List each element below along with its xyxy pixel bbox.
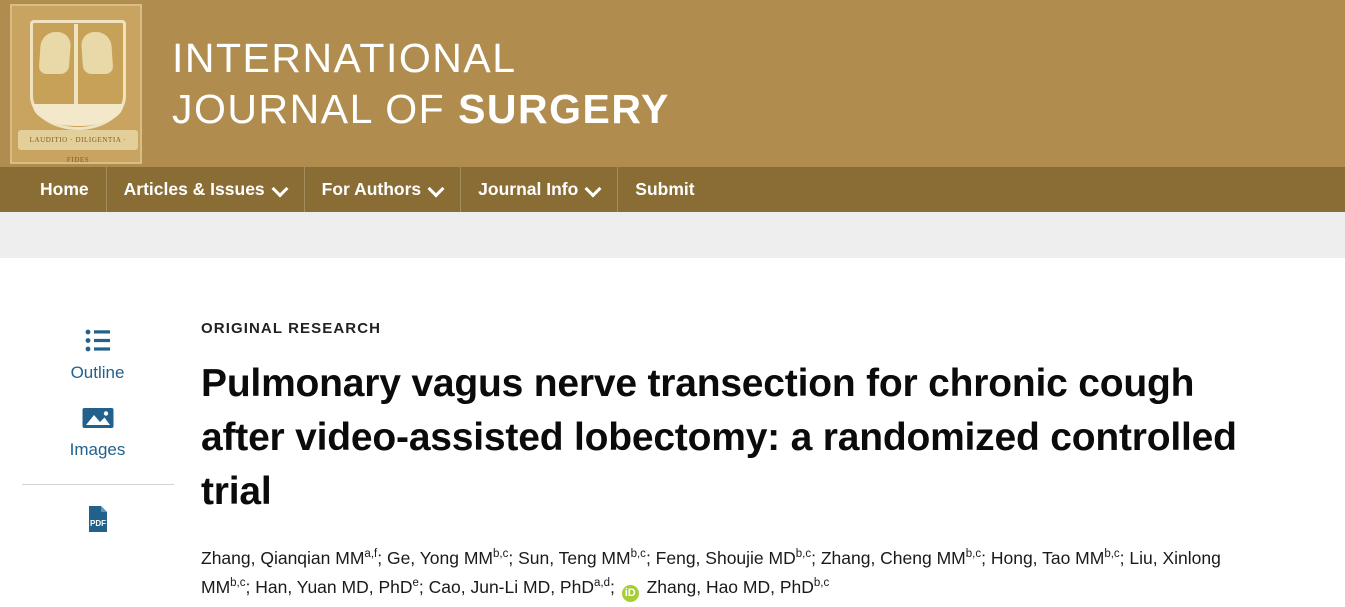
rail-item-pdf[interactable] [22,505,174,562]
journal-wordmark[interactable] [172,34,670,132]
rail-item-outline-label: Outline [70,363,125,382]
author-name[interactable]: Han, Yuan MD, PhD [255,576,413,597]
author-separator: ; [609,576,620,597]
rail-item-images[interactable] [22,405,174,482]
author-affiliation-marker[interactable]: b,c [493,548,509,561]
author-affiliation-marker[interactable]: b,c [1104,548,1120,561]
nav-item-submit[interactable] [618,167,711,212]
crest-lion-left-icon [39,32,72,74]
nav-item-for-authors[interactable] [305,167,461,212]
svg-text:PDF: PDF [89,519,106,528]
secondary-bar [0,212,1345,258]
journal-crest-logo[interactable] [10,4,142,164]
nav-item-submit-label: Submit [635,179,695,199]
nav-item-home[interactable] [22,167,107,212]
nav-item-journal-info[interactable] [461,167,618,212]
author-name[interactable]: Cao, Jun-Li MD, PhD [428,576,594,597]
author-affiliation-marker[interactable]: a,f [364,548,378,561]
wordmark-line-1: INTERNATIONAL [172,34,517,81]
author-name[interactable]: Liu, Xinlong MM [201,548,1221,597]
author-name[interactable]: Zhang, Qianqian MM [201,548,365,569]
author-affiliation-marker[interactable]: b,c [965,548,982,561]
chevron-down-icon [274,181,287,194]
author-affiliation-marker[interactable]: b,c [630,548,646,561]
author-separator: ; [377,548,387,569]
nav-item-home-label: Home [40,179,89,199]
article-header [195,320,1345,602]
page-title: Pulmonary vagus nerve transection for chronic cough after video-assisted lobectomy: a randomized controlled trial [201,362,1237,513]
crest-divider [74,24,78,110]
author-affiliation-marker[interactable]: e [412,576,419,589]
crest-motto: LAUDITIO · DILIGENTIA · FIDES [18,130,138,150]
author-separator: ; [245,576,256,597]
pdf-icon [22,505,174,533]
author-name[interactable]: Feng, Shoujie MD [655,548,796,569]
author-separator: ; [418,576,429,597]
author-name[interactable]: Zhang, Cheng MM [820,548,966,569]
author-separator: ; [811,548,821,569]
author-affiliation-marker[interactable]: b,c [813,576,830,589]
author-name[interactable]: Sun, Teng MM [518,548,631,569]
chevron-down-icon [430,181,443,194]
nav-item-articles-issues-label: Articles & Issues [123,179,265,199]
site-masthead [0,0,1345,167]
main-navigation [0,167,1345,212]
wordmark-line-2-regular: JOURNAL OF [172,85,459,132]
page-content [0,258,1345,602]
author-separator: ; [981,548,991,569]
crest-lion-right-icon [81,32,114,74]
author-affiliation-marker[interactable]: b,c [795,548,812,561]
author-name[interactable]: Hong, Tao MM [990,548,1105,569]
nav-item-for-authors-label: For Authors [321,179,422,199]
orcid-icon[interactable]: iD [622,585,639,602]
author-separator: ; [1119,548,1130,569]
nav-item-articles-issues[interactable] [107,167,305,212]
author-separator: ; [508,548,519,569]
author-name[interactable]: Zhang, Hao MD, PhD [646,576,814,597]
wordmark-line-2 [172,85,670,132]
outline-icon [22,328,174,356]
article-tools-rail [0,320,195,602]
rail-item-outline[interactable] [22,328,174,405]
rail-item-images-label: Images [69,440,126,459]
chevron-down-icon [587,181,600,194]
author-name[interactable]: Ge, Yong MM [386,548,493,569]
wordmark-line-2-bold: SURGERY [458,85,670,132]
nav-item-journal-info-label: Journal Info [478,179,579,199]
images-icon [22,405,174,433]
author-list [201,544,1261,601]
rail-divider [22,484,174,485]
author-separator: ; [645,548,656,569]
article-type-kicker: ORIGINAL RESEARCH [201,320,382,337]
author-affiliation-marker[interactable]: a,d [593,576,610,589]
author-affiliation-marker[interactable]: b,c [230,576,246,589]
